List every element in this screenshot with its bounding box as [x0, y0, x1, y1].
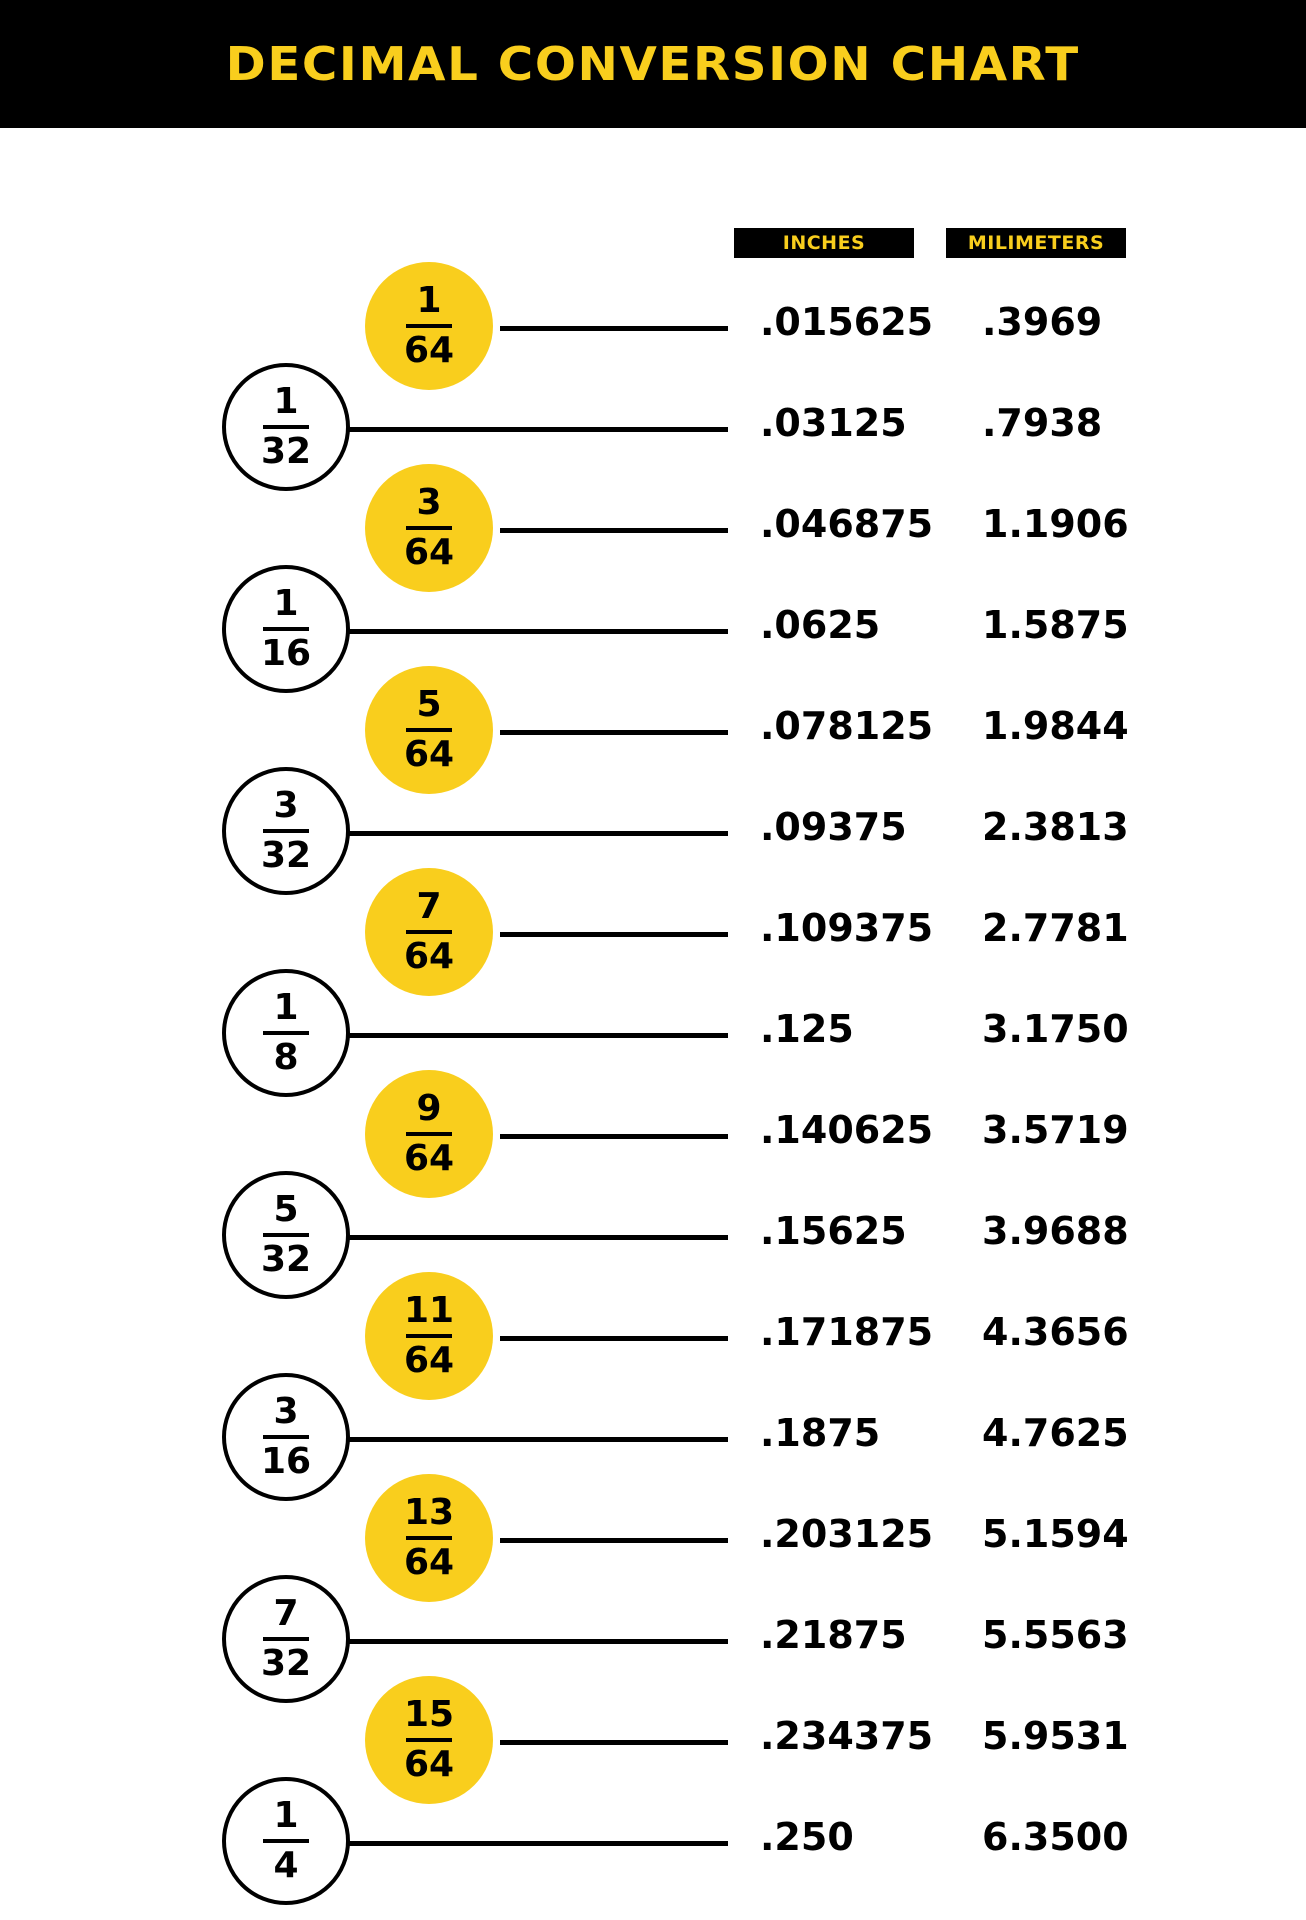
- fraction-bar: [263, 1637, 309, 1641]
- fraction-bubble: [222, 565, 350, 693]
- fraction-denominator: 32: [260, 835, 312, 876]
- fraction: [260, 785, 312, 876]
- milimeters-value: .7938: [982, 401, 1103, 445]
- fraction-bubble: [222, 1171, 350, 1299]
- fraction-denominator: 64: [403, 532, 455, 573]
- connector-line: [345, 831, 728, 836]
- fraction-denominator: 16: [260, 1441, 312, 1482]
- fraction-bar: [406, 1738, 452, 1742]
- milimeters-value: 1.5875: [982, 603, 1129, 647]
- inches-value: .015625: [760, 300, 934, 344]
- inches-value: .203125: [760, 1512, 934, 1556]
- connector-line: [345, 1437, 728, 1442]
- chart-row: [0, 480, 1306, 582]
- fraction-numerator: 7: [273, 1593, 299, 1634]
- page-title: DECIMAL CONVERSION CHART: [225, 37, 1081, 91]
- milimeters-value: .3969: [982, 300, 1103, 344]
- fraction-bar: [263, 1233, 309, 1237]
- fraction-numerator: 9: [416, 1088, 442, 1129]
- fraction-numerator: 3: [273, 785, 299, 826]
- fraction: [263, 1795, 309, 1886]
- milimeters-value: 3.1750: [982, 1007, 1129, 1051]
- fraction-numerator: 1: [273, 1795, 299, 1836]
- connector-line: [500, 528, 728, 533]
- chart-row: [0, 278, 1306, 380]
- fraction-numerator: 1: [273, 583, 299, 624]
- chart-row: [0, 884, 1306, 986]
- fraction-denominator: 64: [403, 1340, 455, 1381]
- milimeters-value: 5.9531: [982, 1714, 1129, 1758]
- chart-row: [0, 1086, 1306, 1188]
- fraction-bar: [406, 526, 452, 530]
- fraction-bar: [406, 324, 452, 328]
- fraction: [403, 886, 455, 977]
- fraction-denominator: 32: [260, 1239, 312, 1280]
- fraction-bubble: [222, 969, 350, 1097]
- fraction-bubble: [365, 868, 493, 996]
- chart-row: [0, 581, 1306, 683]
- fraction: [403, 482, 455, 573]
- fraction: [403, 280, 455, 371]
- connector-line: [345, 1639, 728, 1644]
- chart-row: [0, 1288, 1306, 1390]
- inches-value: .109375: [760, 906, 934, 950]
- inches-value: .21875: [760, 1613, 907, 1657]
- fraction-bubble: [365, 1676, 493, 1804]
- fraction-denominator: 64: [403, 330, 455, 371]
- chart-row: [0, 682, 1306, 784]
- milimeters-value: 2.3813: [982, 805, 1129, 849]
- fraction-bar: [263, 425, 309, 429]
- connector-line: [500, 932, 728, 937]
- inches-value: .171875: [760, 1310, 934, 1354]
- fraction: [403, 1088, 455, 1179]
- fraction-denominator: 64: [403, 1542, 455, 1583]
- milimeters-value: 1.9844: [982, 704, 1129, 748]
- fraction: [260, 1189, 312, 1280]
- fraction-bubble: [222, 363, 350, 491]
- fraction: [403, 1290, 455, 1381]
- inches-value: .03125: [760, 401, 907, 445]
- fraction-numerator: 5: [273, 1189, 299, 1230]
- fraction-numerator: 15: [403, 1694, 455, 1735]
- fraction-bubble: [365, 1474, 493, 1602]
- inches-value: .125: [760, 1007, 854, 1051]
- milimeters-value: 3.9688: [982, 1209, 1129, 1253]
- fraction-numerator: 1: [416, 280, 442, 321]
- fraction-bubble: [365, 1272, 493, 1400]
- fraction-bar: [406, 728, 452, 732]
- inches-value: .15625: [760, 1209, 907, 1253]
- fraction-numerator: 3: [273, 1391, 299, 1432]
- fraction-bar: [263, 1839, 309, 1843]
- fraction-bar: [263, 829, 309, 833]
- milimeters-value: 6.3500: [982, 1815, 1129, 1859]
- inches-value: .1875: [760, 1411, 881, 1455]
- chart-row: [0, 379, 1306, 481]
- fraction: [403, 1694, 455, 1785]
- fraction: [260, 583, 312, 674]
- fraction-bubble: [222, 1575, 350, 1703]
- fraction-numerator: 5: [416, 684, 442, 725]
- fraction-bubble: [222, 767, 350, 895]
- connector-line: [345, 1235, 728, 1240]
- fraction-denominator: 64: [403, 936, 455, 977]
- column-header-inches: INCHES: [734, 228, 914, 258]
- fraction-bar: [406, 1334, 452, 1338]
- chart-row: [0, 1490, 1306, 1592]
- milimeters-value: 3.5719: [982, 1108, 1129, 1152]
- connector-line: [345, 629, 728, 634]
- chart-row: [0, 1591, 1306, 1693]
- fraction: [260, 1593, 312, 1684]
- inches-value: .140625: [760, 1108, 934, 1152]
- connector-line: [500, 1740, 728, 1745]
- milimeters-value: 5.5563: [982, 1613, 1129, 1657]
- connector-line: [345, 1841, 728, 1846]
- inches-value: .234375: [760, 1714, 934, 1758]
- fraction-numerator: 11: [403, 1290, 455, 1331]
- fraction-numerator: 1: [273, 987, 299, 1028]
- fraction: [260, 1391, 312, 1482]
- fraction-denominator: 64: [403, 1744, 455, 1785]
- milimeters-value: 5.1594: [982, 1512, 1129, 1556]
- fraction-bubble: [222, 1777, 350, 1905]
- milimeters-value: 1.1906: [982, 502, 1129, 546]
- fraction-bubble: [365, 1070, 493, 1198]
- fraction-bar: [406, 930, 452, 934]
- connector-line: [500, 1134, 728, 1139]
- chart-row: [0, 1389, 1306, 1491]
- inches-value: .0625: [760, 603, 881, 647]
- conversion-chart: [0, 128, 1306, 1920]
- fraction-bar: [263, 1435, 309, 1439]
- fraction-denominator: 64: [403, 1138, 455, 1179]
- fraction-denominator: 32: [260, 431, 312, 472]
- inches-value: .046875: [760, 502, 934, 546]
- fraction-denominator: 8: [273, 1037, 299, 1078]
- chart-row: [0, 783, 1306, 885]
- fraction-bar: [406, 1132, 452, 1136]
- fraction-numerator: 13: [403, 1492, 455, 1533]
- chart-row: [0, 1793, 1306, 1895]
- fraction-bubble: [365, 464, 493, 592]
- column-header-milimeters: MILIMETERS: [946, 228, 1126, 258]
- connector-line: [500, 1538, 728, 1543]
- connector-line: [345, 427, 728, 432]
- fraction-bubble: [365, 666, 493, 794]
- page-header: [0, 0, 1306, 128]
- connector-line: [345, 1033, 728, 1038]
- chart-row: [0, 1692, 1306, 1794]
- inches-value: .250: [760, 1815, 854, 1859]
- milimeters-value: 4.7625: [982, 1411, 1129, 1455]
- fraction: [403, 684, 455, 775]
- inches-value: .078125: [760, 704, 934, 748]
- fraction-bubble: [222, 1373, 350, 1501]
- fraction: [263, 987, 309, 1078]
- connector-line: [500, 326, 728, 331]
- milimeters-value: 2.7781: [982, 906, 1129, 950]
- fraction-denominator: 16: [260, 633, 312, 674]
- fraction-bar: [406, 1536, 452, 1540]
- fraction-bubble: [365, 262, 493, 390]
- chart-row: [0, 1187, 1306, 1289]
- inches-value: .09375: [760, 805, 907, 849]
- fraction-bar: [263, 1031, 309, 1035]
- fraction-denominator: 4: [273, 1845, 299, 1886]
- fraction-numerator: 7: [416, 886, 442, 927]
- fraction-bar: [263, 627, 309, 631]
- fraction: [403, 1492, 455, 1583]
- chart-row: [0, 985, 1306, 1087]
- milimeters-value: 4.3656: [982, 1310, 1129, 1354]
- fraction-denominator: 64: [403, 734, 455, 775]
- fraction-numerator: 3: [416, 482, 442, 523]
- fraction-numerator: 1: [273, 381, 299, 422]
- fraction-denominator: 32: [260, 1643, 312, 1684]
- connector-line: [500, 730, 728, 735]
- connector-line: [500, 1336, 728, 1341]
- fraction: [260, 381, 312, 472]
